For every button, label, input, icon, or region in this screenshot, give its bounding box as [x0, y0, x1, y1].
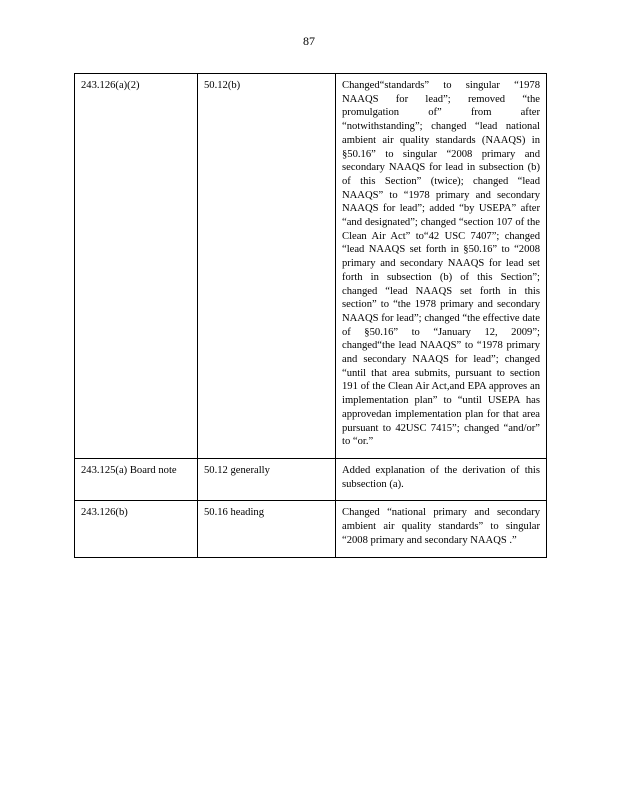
source-cell: 50.12(b) — [198, 74, 336, 459]
change-notes-cell: Added explanation of the derivation of this subsection (a). — [336, 458, 547, 500]
change-notes-cell: Changed“standards” to singular “1978 NAAQS for lead”; removed “the promulgation of” from after “notwithstanding”; changed “lead national ambient air quality standards (NAAQS) in §50.16” to singular “2008 primary and secondary NAAQS for lead in subsection (b) of this Section” (twice); changed “lead NAAQS” to “1978 primary and secondary NAAQS for lead”; added “by USEPA” after “and designated”; changed “section 107 of the Clean Air Act” to“42 USC 7407”; changed “lead NAAQS set forth in §50.16” to “2008 primary and secondary NAAQS for lead set forth in subsection (b) of this Section”; changed “lead NAAQS set forth in this section” to “the 1978 primary and secondary NAAQS for lead”; changed “the effective date of §50.16” to “January 12, 2009”; changed“the lead NAAQS” to “1978 primary and secondary NAAQS for lead”; changed “until that area submits, pursuant to section 191 of the Clean Air Act,and EPA approves an implementation plan” to “until USEPA has approvedan implementation plan for that area pursuant to 42USC 7415”; changed “and/or” to “or.” — [336, 74, 547, 459]
table-row — [75, 74, 547, 459]
derivation-table — [74, 73, 547, 558]
section-cell: 243.125(a) Board note — [75, 458, 198, 500]
table-row — [75, 501, 547, 557]
section-cell: 243.126(a)(2) — [75, 74, 198, 459]
page-number: 87 — [303, 34, 315, 48]
source-cell: 50.16 heading — [198, 501, 336, 557]
section-cell: 243.126(b) — [75, 501, 198, 557]
change-notes-cell: Changed “national primary and secondary ambient air quality standards” to singular “2008 primary and secondary NAAQS .” — [336, 501, 547, 557]
source-cell: 50.12 generally — [198, 458, 336, 500]
table-row — [75, 458, 547, 500]
